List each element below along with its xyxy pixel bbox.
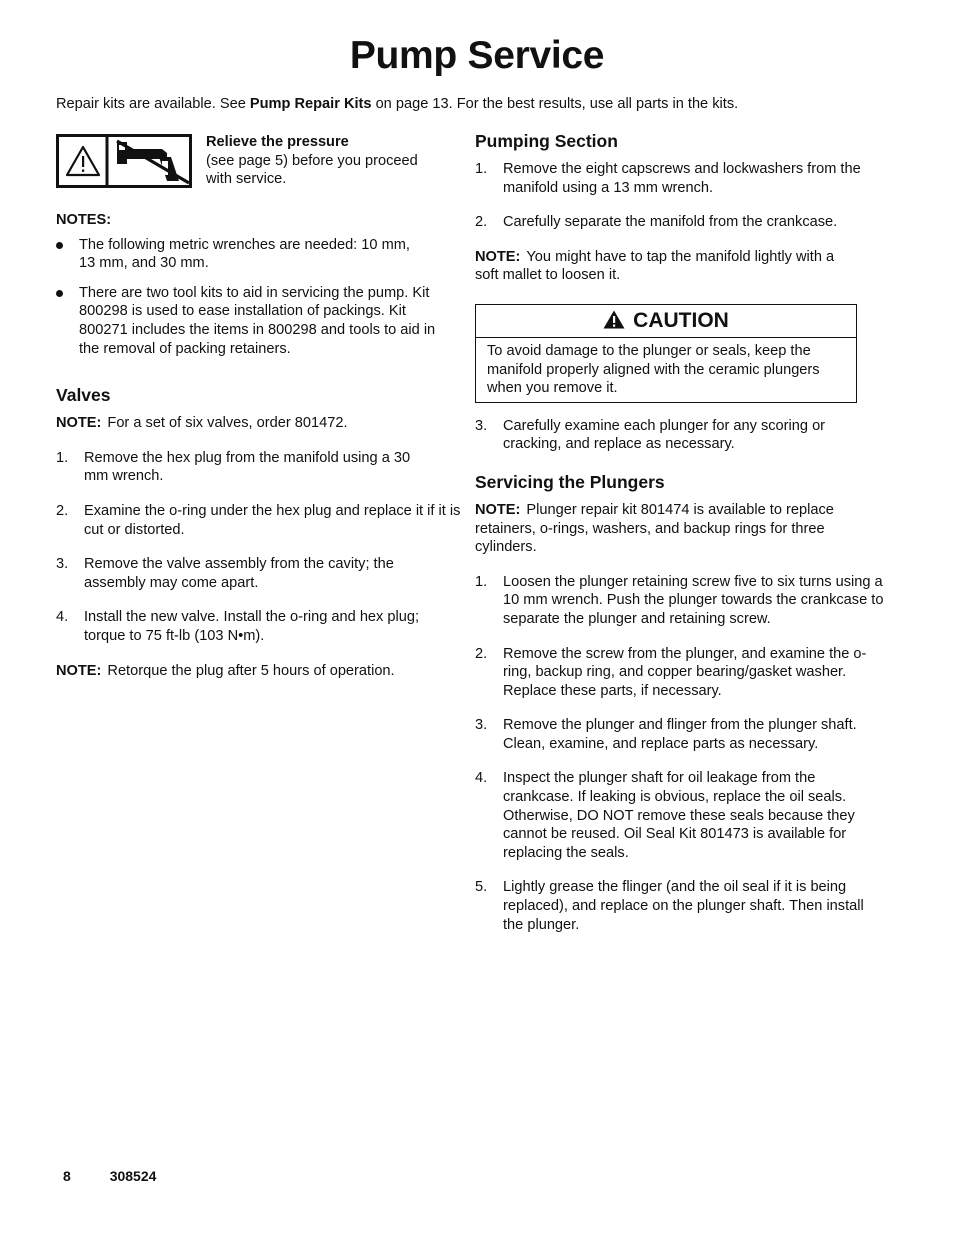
plungers-step-5 xyxy=(475,878,888,934)
step-text: Examine the o-ring under the hex plug and replace it if it is cut or distorted. xyxy=(84,502,461,538)
intro-link-pump-repair-kits: Pump Repair Kits xyxy=(249,96,372,112)
step-number: 4. xyxy=(56,609,69,626)
spray-gun-icon xyxy=(117,141,189,183)
note-label: NOTE: xyxy=(56,662,102,679)
intro-text-before: Repair kits are available. See xyxy=(56,96,250,112)
valves-step-3 xyxy=(56,555,454,592)
caution-box xyxy=(475,304,857,403)
notes-title: NOTES: xyxy=(56,212,112,228)
note-bullet-text: There are two tool kits to aid in servicing the pump. Kit 800298 is used to ease installation of packings. Kit 800271 includes the items in 800298 and tools to aid in the removal of packing retainers. xyxy=(79,284,436,357)
note-label: NOTE: xyxy=(475,501,521,518)
caution-label: CAUTION xyxy=(633,308,729,332)
note-bullet-wrenches xyxy=(56,236,419,273)
note-label: NOTE: xyxy=(475,248,521,265)
step-text: Install the new valve. Install the o-ring and hex plug; torque to 75 ft-lb (103 N•m). xyxy=(84,609,420,644)
section-heading-valves: Valves xyxy=(56,385,111,406)
pumping-note xyxy=(475,248,860,285)
step-number: 4. xyxy=(475,770,488,787)
step-number: 2. xyxy=(475,214,488,231)
note-text: For a set of six valves, order 801472. xyxy=(107,415,348,432)
plungers-step-3 xyxy=(475,716,873,753)
step-number: 1. xyxy=(56,449,69,466)
note-bullet-text: The following metric wrenches are needed: 10 mm, 13 mm, and 30 mm. xyxy=(79,236,410,272)
step-number: 5. xyxy=(475,879,488,896)
valves-step-4 xyxy=(56,608,444,645)
warning-heading: Relieve the pressure xyxy=(206,134,349,150)
step-number: 2. xyxy=(475,645,488,662)
step-text: Inspect the plunger shaft for oil leakage from the crankcase. If leaking is obvious, replace the oil seals. Otherwise, DO NOT remove these seals because they cannot be reused. Oil Seal Kit 801473 is available for replacing the seals. xyxy=(503,770,855,861)
step-number: 3. xyxy=(475,717,488,734)
bullet-dot xyxy=(56,242,63,249)
intro-paragraph xyxy=(56,95,738,114)
note-label: NOTE: xyxy=(56,415,102,432)
note-text: Plunger repair kit 801474 is available to replace retainers, o-rings, washers, and backup rings for three cylinders. xyxy=(475,501,834,556)
valves-final-note xyxy=(56,662,441,681)
warning-pictogram xyxy=(56,134,192,188)
left-column xyxy=(56,133,461,680)
bullet-dot xyxy=(56,290,63,297)
valves-step-2 xyxy=(56,502,469,539)
step-text: Lightly grease the flinger (and the oil seal if it is being replaced), and replace on the plunger shaft. Then install the plunger. xyxy=(503,879,864,933)
plungers-step-1 xyxy=(475,573,888,629)
step-text: Remove the eight capscrews and lockwashers from the manifold using a 13 mm wrench. xyxy=(503,161,861,196)
right-column xyxy=(475,130,884,934)
step-number: 2. xyxy=(56,502,69,519)
pumping-step-2 xyxy=(475,213,843,232)
page-footer xyxy=(63,1167,156,1186)
note-text: Retorque the plug after 5 hours of operation. xyxy=(107,662,395,679)
step-text: Loosen the plunger retaining screw five to six turns using a 10 mm wrench. Push the plunger towards the crankcase to separate the plunger and retaining screw. xyxy=(503,573,884,627)
pumping-step-3 xyxy=(475,417,881,454)
section-heading-pumping: Pumping Section xyxy=(475,131,618,151)
plungers-note xyxy=(475,501,851,557)
step-number: 3. xyxy=(56,556,69,573)
step-text: Carefully separate the manifold from the crankcase. xyxy=(503,214,838,231)
step-text: Remove the screw from the plunger, and examine the o-ring, backup ring, and copper bearing/gasket washer. Replace these parts, if necessary. xyxy=(503,645,867,699)
step-text: Remove the valve assembly from the cavity; the assembly may come apart. xyxy=(84,556,394,591)
warning-triangle-icon xyxy=(67,147,99,175)
page-number: 8 xyxy=(63,1168,71,1184)
note-text: You might have to tap the manifold lightly with a soft mallet to loosen it. xyxy=(475,248,835,284)
pressure-warning xyxy=(56,133,441,205)
caution-text: To avoid damage to the plunger or seals, keep the manifold properly aligned with the ceramic plungers when you remove it. xyxy=(487,342,820,397)
step-text: Carefully examine each plunger for any scoring or cracking, and replace as necessary. xyxy=(503,417,826,453)
warning-text xyxy=(206,133,441,189)
note-bullet-tool-kits xyxy=(56,284,439,358)
step-number: 1. xyxy=(475,573,488,590)
valves-note xyxy=(56,414,441,433)
intro-text-after: on page 13. For the best results, use all parts in the kits. xyxy=(371,96,739,112)
valves-step-1 xyxy=(56,449,436,486)
caution-header xyxy=(476,305,856,338)
warning-body: (see page 5) before you proceed with service. xyxy=(206,152,418,188)
caution-triangle-icon xyxy=(603,310,625,329)
pumping-step-1 xyxy=(475,160,863,197)
section-heading-plungers: Servicing the Plungers xyxy=(475,471,665,492)
document-number: 308524 xyxy=(109,1168,157,1184)
plungers-step-2 xyxy=(475,645,888,701)
page-title: Pump Service xyxy=(349,34,605,77)
step-text: Remove the hex plug from the manifold using a 30 mm wrench. xyxy=(84,449,411,485)
step-number: 3. xyxy=(475,417,488,434)
step-text: Remove the plunger and flinger from the plunger shaft. Clean, examine, and replace parts as necessary. xyxy=(503,717,857,752)
plungers-step-4 xyxy=(475,769,873,862)
step-number: 1. xyxy=(475,161,488,177)
